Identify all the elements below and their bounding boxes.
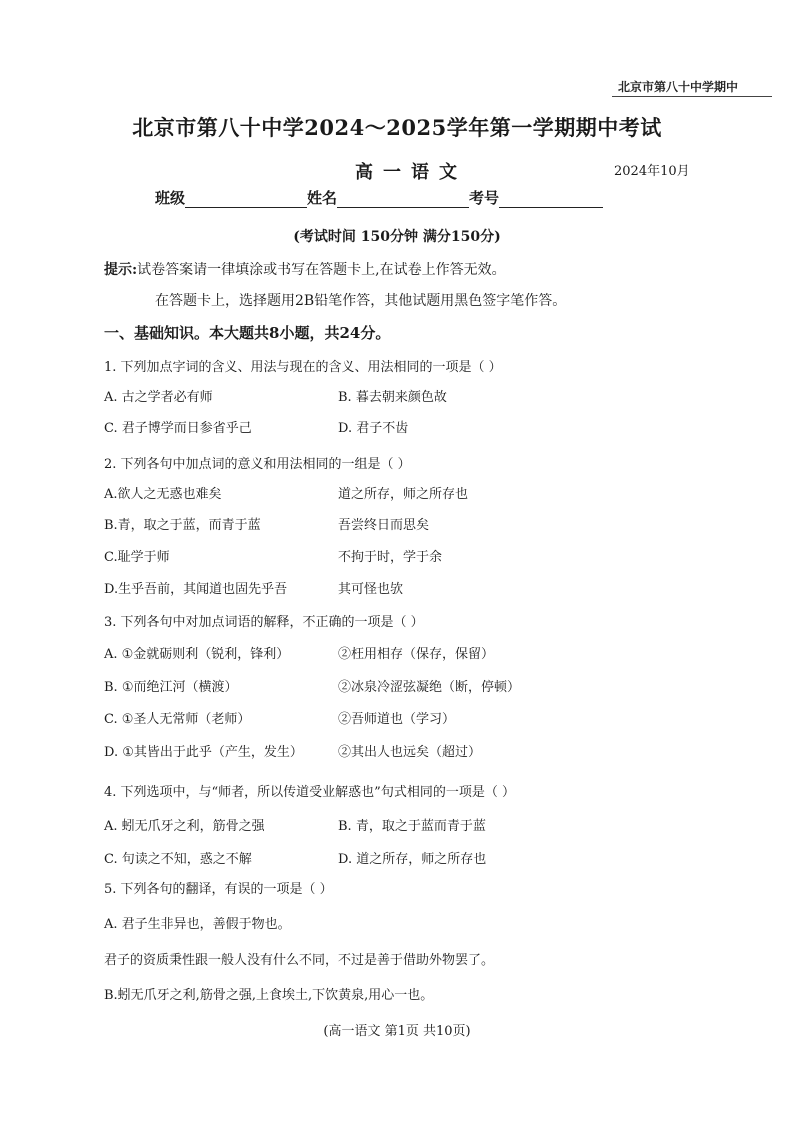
class-label: 班级 xyxy=(155,189,186,207)
q2-stem: 2. 下列各句中加点词的意义和用法相同的一组是（ ） xyxy=(104,457,411,472)
q5-option-b: B.蚓无爪牙之利,筋骨之强,上食埃土,下饮黄泉,用心一也。 xyxy=(104,988,434,1003)
header-tag: 北京市第八十中学期中 xyxy=(618,80,739,94)
q4-option-b: B. 青，取之于蓝而青于蓝 xyxy=(338,819,486,834)
q2-option-a-right: 道之所存，师之所存也 xyxy=(338,487,469,502)
q3-option-c-left: C. ①圣人无常师（老师） xyxy=(104,712,251,727)
section-heading: 一、基础知识。本大题共8小题，共24分。 xyxy=(104,324,391,342)
subject-title: 高一语文 xyxy=(355,162,467,183)
q2-option-b-left: B.青，取之于蓝，而青于蓝 xyxy=(104,518,261,533)
exam-title: 北京市第八十中学2024～2025学年第一学期期中考试 xyxy=(132,115,662,140)
tip-line-2: 在答题卡上，选择题用2B铅笔作答，其他试题用黑色签字笔作答。 xyxy=(155,293,567,309)
q4-option-a: A. 蚓无爪牙之利，筋骨之强 xyxy=(104,819,265,834)
q2-option-b-right: 吾尝终日而思矣 xyxy=(338,518,430,533)
student-info-row xyxy=(155,187,603,208)
q3-option-b-right: ②冰泉冷涩弦凝绝（断，停顿） xyxy=(338,680,521,695)
exam-duration: (考试时间 150分钟 满分150分) xyxy=(293,229,501,245)
header-rule xyxy=(612,96,772,97)
q5-option-a-translation: 君子的资质秉性跟一般人没有什么不同，不过是善于借助外物罢了。 xyxy=(104,953,495,968)
exam-date: 2024年10月 xyxy=(614,164,690,179)
q3-stem: 3. 下列各句中对加点词语的解释，不正确的一项是（ ） xyxy=(104,615,424,630)
page-footer: (高一语文 第1页 共10页) xyxy=(323,1024,471,1039)
q3-option-d-right: ②其出人也远矣（超过） xyxy=(338,745,482,760)
q4-stem: 4. 下列选项中，与“师者，所以传道受业解惑也”句式相同的一项是（ ） xyxy=(104,785,515,800)
q4-option-c: C. 句读之不知，惑之不解 xyxy=(104,852,252,867)
id-label: 考号 xyxy=(469,189,500,207)
q3-option-a-left: A. ①金就砺则利（锐利，锋利） xyxy=(104,647,290,662)
q3-option-d-left: D. ①其皆出于此乎（产生，发生） xyxy=(104,745,303,760)
q1-option-c: C. 君子博学而日参省乎己 xyxy=(104,421,252,436)
q2-option-a-left: A.欲人之无惑也难矣 xyxy=(104,487,222,502)
q2-option-d-left: D.生乎吾前，其闻道也固先乎吾 xyxy=(104,582,288,597)
name-field[interactable] xyxy=(337,191,469,208)
q5-option-a: A. 君子生非异也，善假于物也。 xyxy=(104,917,291,932)
q1-option-a: A. 古之学者必有师 xyxy=(104,390,213,405)
q5-stem: 5. 下列各句的翻译，有误的一项是（ ） xyxy=(104,882,333,897)
tip-line-1 xyxy=(104,259,506,279)
q2-option-d-right: 其可怪也欤 xyxy=(338,582,404,597)
tip-label: 提示: xyxy=(104,262,138,278)
q1-stem: 1. 下列加点字词的含义、用法与现在的含义、用法相同的一项是（ ） xyxy=(104,360,502,375)
q1-option-b: B. 暮去朝来颜色故 xyxy=(338,390,447,405)
q3-option-b-left: B. ①而绝江河（横渡） xyxy=(104,680,238,695)
q2-option-c-left: C.耻学于师 xyxy=(104,550,170,565)
tip-text-1: 试卷答案请一律填涂或书写在答题卡上,在试卷上作答无效。 xyxy=(137,262,506,278)
q3-option-a-right: ②枉用相存（保存，保留） xyxy=(338,647,495,662)
q3-option-c-right: ②吾师道也（学习） xyxy=(338,712,456,727)
q4-option-d: D. 道之所存，师之所存也 xyxy=(338,852,487,867)
name-label: 姓名 xyxy=(307,189,338,207)
q1-option-d: D. 君子不齿 xyxy=(338,421,409,436)
class-field[interactable] xyxy=(185,191,307,208)
id-field[interactable] xyxy=(499,191,603,208)
q2-option-c-right: 不拘于时，学于余 xyxy=(338,550,443,565)
